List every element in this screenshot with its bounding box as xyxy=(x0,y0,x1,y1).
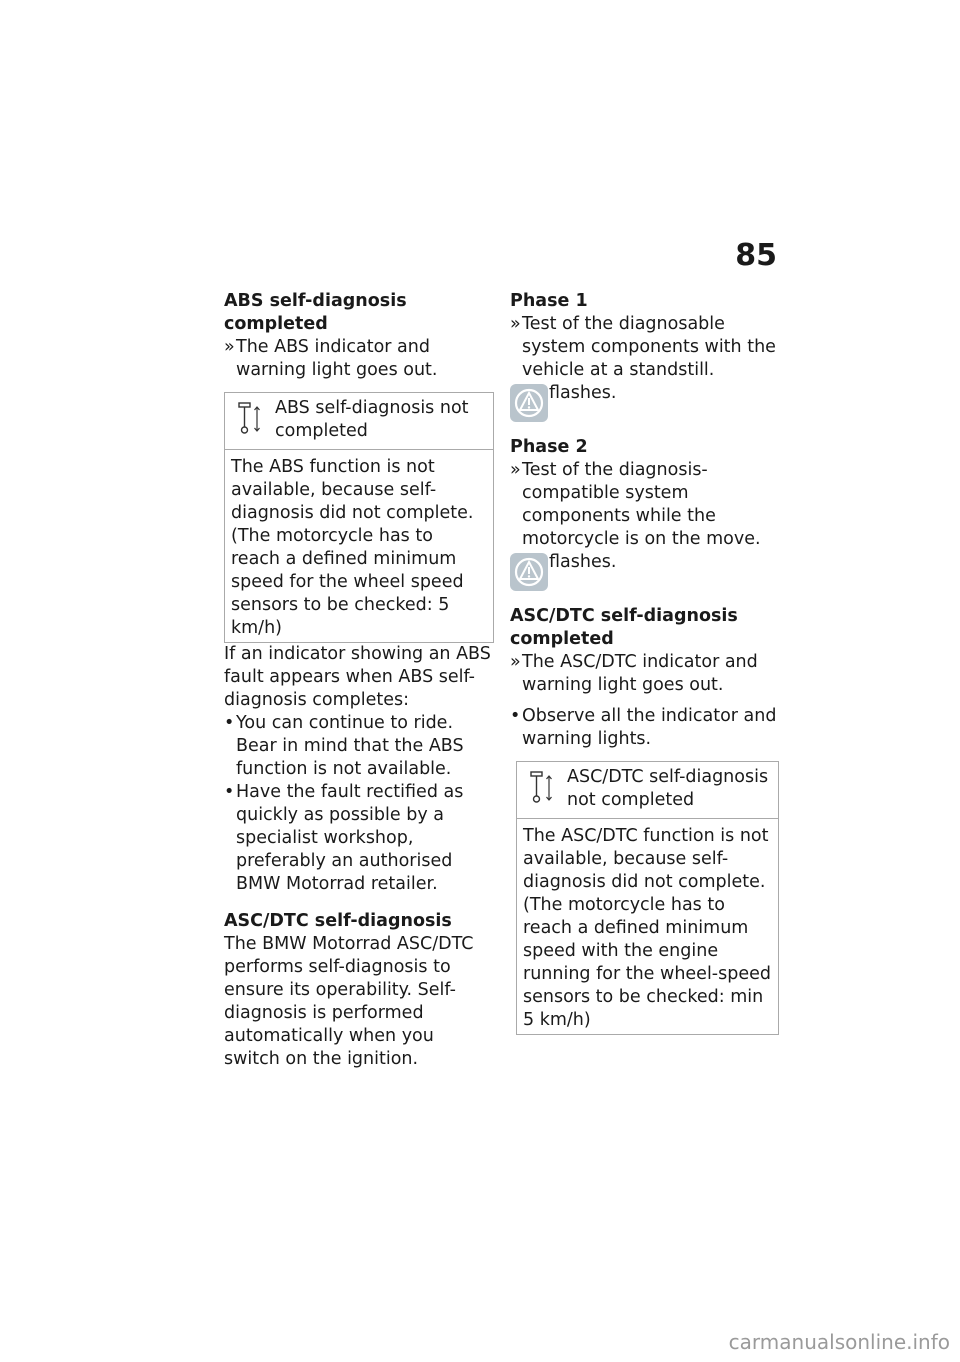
abs-completed-result-text: The ABS indicator and warning light goes out. xyxy=(236,337,438,380)
phase1-heading: Phase 1 xyxy=(510,291,588,311)
phase1-result-text: Test of the diagnosable system components with the vehicle at a standstill. xyxy=(522,314,776,380)
asc-completed-result-text: The ASC/DTC indicator and warning light goes out. xyxy=(522,652,758,695)
right-column xyxy=(510,290,785,1035)
list-item xyxy=(510,705,785,751)
abs-completed-result xyxy=(224,336,494,382)
left-column xyxy=(224,290,494,1071)
phase2-result xyxy=(510,459,785,551)
result-mark: » xyxy=(510,460,521,480)
bullet-dot: • xyxy=(224,713,235,733)
bullet-dot: • xyxy=(510,706,521,726)
tool-notice-icon xyxy=(237,401,263,435)
phase2-heading: Phase 2 xyxy=(510,437,588,457)
phase2-flash xyxy=(510,551,785,597)
phase1-flash xyxy=(510,382,785,428)
fault-intro: If an indicator showing an ABS fault appears when ABS self-diagnosis completes: xyxy=(224,644,491,710)
asc-completed-result xyxy=(510,651,785,697)
phase2-flash-text: flashes. xyxy=(549,552,617,572)
bullet-text: You can continue to ride. Bear in mind that the ABS function is not available. xyxy=(236,713,464,779)
watermark: carmanualsonline.info xyxy=(728,1330,950,1354)
asc-completed-heading: ASC/DTC self-diagnosis completed xyxy=(510,606,738,649)
phase2-result-text: Test of the diagnosis-compatible system components while the motorcycle is on the move. xyxy=(522,460,761,549)
abs-completed-heading: ABS self-diagnosis completed xyxy=(224,291,407,334)
bullet-text: Observe all the indicator and warning lights. xyxy=(522,706,777,749)
result-mark: » xyxy=(510,314,521,334)
asc-notice-box xyxy=(516,761,779,1035)
asc-warning-icon xyxy=(510,384,548,422)
result-mark: » xyxy=(510,652,521,672)
phase1-result xyxy=(510,313,785,382)
asc-notice-title: ASC/DTC self-diagnosis not completed xyxy=(567,767,769,810)
tool-notice-icon xyxy=(529,770,555,804)
list-item xyxy=(224,781,494,896)
ascdtc-text: The BMW Motorrad ASC/DTC performs self-diagnosis to ensure its operability. Self-diagnosis is performed automatically when you switch on the ignition. xyxy=(224,934,474,1069)
page-number: 85 xyxy=(735,238,777,273)
list-item xyxy=(224,712,494,781)
bullet-text: Have the fault rectified as quickly as possible by a specialist workshop, preferably an authorised BMW Motorrad retailer. xyxy=(236,782,464,894)
bullet-dot: • xyxy=(224,782,235,802)
result-mark: » xyxy=(224,337,235,357)
abs-notice-box xyxy=(224,392,494,643)
phase1-flash-text: flashes. xyxy=(549,383,617,403)
asc-notice-body: The ASC/DTC function is not available, because self-diagnosis did not complete. (The motorcycle has to reach a defined minimum speed with the engine running for the wheel-speed sensors to be checked: min 5 km/h) xyxy=(523,826,771,1030)
abs-notice-body: The ABS function is not available, because self-diagnosis did not complete. (The motorcycle has to reach a defined minimum speed for the wheel speed sensors to be checked: 5 km/h) xyxy=(231,457,474,638)
abs-notice-title: ABS self-diagnosis not completed xyxy=(275,398,469,441)
ascdtc-heading: ASC/DTC self-diagnosis xyxy=(224,911,452,931)
asc-warning-icon xyxy=(510,553,548,591)
